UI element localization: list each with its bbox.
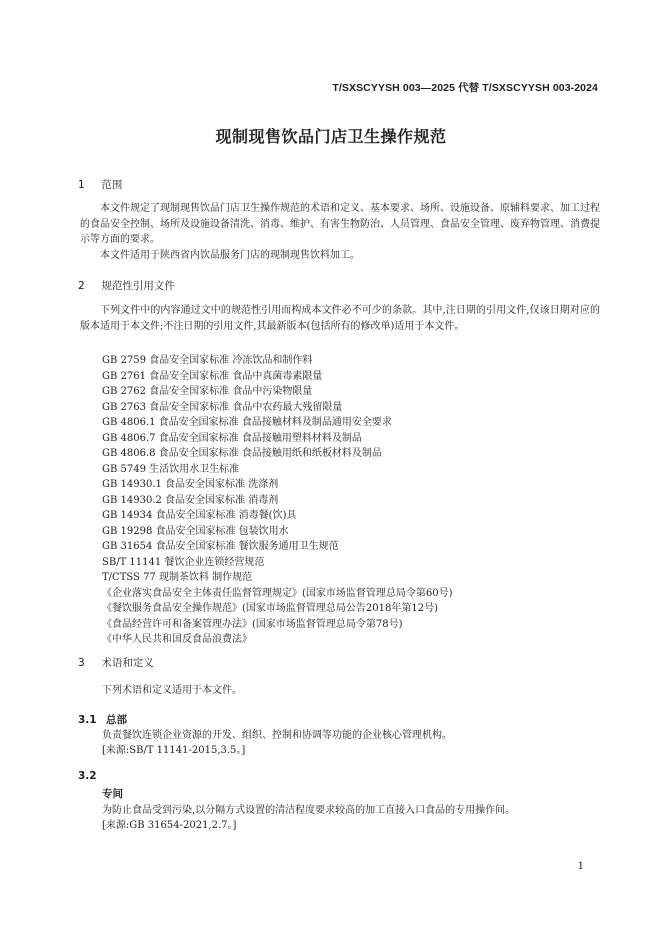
reference-item: GB 2759 食品安全国家标准 冷冻饮品和制作料 [102, 355, 313, 366]
reference-item: GB 5749 生活饮用水卫生标准 [102, 463, 240, 475]
section-number: 3 [78, 657, 85, 669]
section-title: 规范性引用文件 [101, 280, 175, 292]
reference-item: T/CTSS 77 现制茶饮料 制作规范 [102, 572, 253, 583]
reference-item: GB 4806.1 食品安全国家标准 食品接触材料及制品通用安全要求 [102, 417, 392, 428]
term-definition: 负责餐饮连锁企业资源的开发、组织、控制和协调等功能的企业核心管理机构。 [102, 730, 452, 741]
reference-item: SB/T 11141 餐饮企业连锁经营规范 [102, 556, 265, 568]
reference-item: GB 31654 食品安全国家标准 餐饮服务通用卫生规范 [102, 541, 339, 552]
reference-item: GB 4806.8 食品安全国家标准 食品接触用纸和纸板材料及制品 [102, 448, 382, 459]
reference-item: 《中华人民共和国反食品浪费法》 [102, 634, 252, 645]
reference-item: GB 2763 食品安全国家标准 食品中农药最大残留限量 [102, 401, 343, 413]
reference-item: GB 19298 食品安全国家标准 包装饮用水 [102, 525, 289, 537]
term-source: [来源:GB 31654-2021,2.7。] [102, 820, 237, 831]
section-number: 1 [78, 179, 85, 191]
term-number: 3.1 [78, 714, 97, 726]
term-name: 总部 [106, 714, 127, 726]
section-heading-1 [78, 177, 122, 192]
document-code: T/SXSCYYSH 003—2025 代替 T/SXSCYYSH 003-2024 [332, 82, 598, 94]
terms-intro: 下列术语和定义适用于本文件。 [102, 685, 242, 696]
scope-paragraph-1: 本文件规定了现制现售饮品门店卫生操作规范的术语和定义、基本要求、场所、设施设备、原辅料要求、加工过程的食品安全控制、场所及设施设备清洗、消毒、维护、有害生物防治、人员管理、食品安全管理、废弃物管理、消费提示等方面的要求。 [80, 203, 600, 245]
reference-item: 《企业落实食品安全主体责任监督管理规定》(国家市场监督管理总局令第60号) [102, 587, 453, 599]
section-title: 术语和定义 [101, 657, 154, 669]
page-number: 1 [577, 861, 584, 872]
term-number-3-2: 3.2 [78, 770, 97, 782]
section-heading-2 [78, 278, 175, 293]
section-heading-3 [78, 655, 154, 670]
reference-item: GB 14934 食品安全国家标准 消毒餐(饮)具 [102, 510, 297, 521]
page-title: 现制现售饮品门店卫生操作规范 [215, 127, 447, 146]
reference-item: GB 14930.2 食品安全国家标准 消毒剂 [102, 494, 279, 506]
reference-item: 《食品经营许可和备案管理办法》(国家市场监督管理总局令第78号) [102, 618, 403, 630]
reference-item: GB 14930.1 食品安全国家标准 洗涤剂 [102, 479, 279, 490]
normative-intro: 下列文件中的内容通过文中的规范性引用而构成本文件必不可少的条款。其中,注日期的引用文件,仅该日期对应的版本适用于本文件;不注日期的引用文件,其最新版本(包括所有的修改单)适用于本文件。 [80, 305, 600, 332]
scope-paragraph-2: 本文件适用于陕西省内饮品服务门店的现制现售饮料加工。 [100, 250, 360, 261]
reference-item: GB 2761 食品安全国家标准 食品中真菌毒素限量 [102, 370, 323, 382]
reference-item: GB 2762 食品安全国家标准 食品中污染物限量 [102, 386, 313, 397]
term-definition: 为防止食品受到污染,以分隔方式设置的清洁程度要求较高的加工直接入口食品的专用操作间。 [102, 805, 516, 816]
term-source: [来源:SB/T 11141-2015,3.5。] [102, 745, 246, 756]
reference-item: GB 4806.7 食品安全国家标准 食品接触用塑料材料及制品 [102, 432, 362, 444]
term-name: 专间 [102, 788, 123, 800]
section-title: 范围 [101, 179, 123, 191]
section-number: 2 [78, 280, 85, 292]
reference-item: 《餐饮服务食品安全操作规范》(国家市场监督管理总局公告2018年第12号) [102, 603, 438, 614]
term-heading-3-1 [78, 712, 127, 727]
